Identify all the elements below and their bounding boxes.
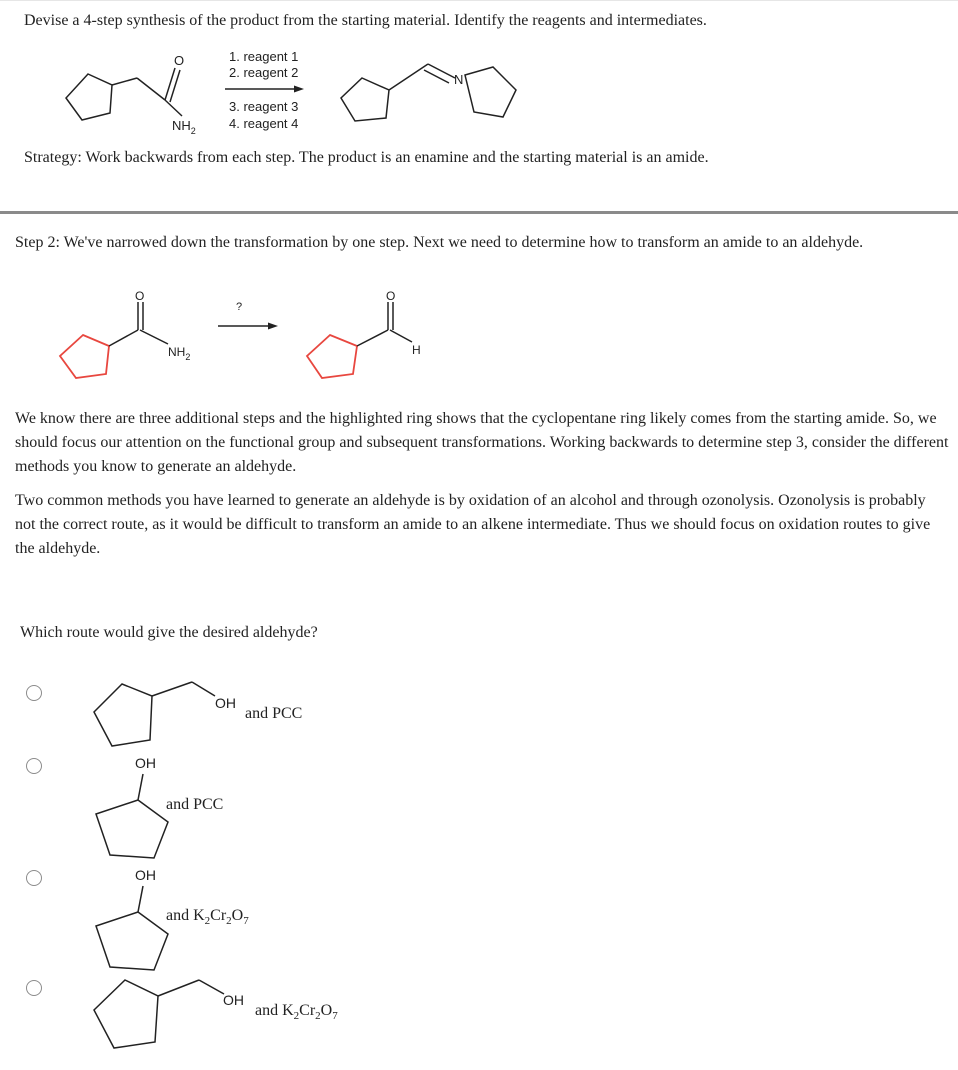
arrow-head: [294, 86, 304, 93]
reagent-4: 4. reagent 4: [229, 116, 299, 131]
atom-n: N: [454, 72, 464, 87]
double-bond: [428, 64, 455, 78]
bond: [158, 980, 199, 996]
pyrrolidine-ring: [465, 67, 516, 117]
atom-oh: OH: [215, 695, 236, 711]
atom-oh: OH: [135, 755, 156, 771]
bond: [390, 330, 412, 342]
option-4-reagent: and $K_2Cr_2O_7$: [255, 1002, 338, 1023]
option-1-reagent: and PCC: [245, 705, 303, 722]
option-4-radio[interactable]: [26, 980, 42, 996]
atom-oh: OH: [223, 992, 244, 1008]
highlighted-cyclopentane-ring: [60, 335, 109, 378]
highlighted-cyclopentane-ring: [307, 335, 357, 378]
atom-nh2: $NH_2$: [172, 118, 196, 136]
bond: [389, 64, 428, 90]
atom-o: O: [135, 289, 145, 303]
option-2-radio[interactable]: [26, 758, 42, 774]
step2-intro: Step 2: We've narrowed down the transformation by one step. Next we need to determine how to transform an amide to an aldehyde.: [15, 234, 864, 251]
atom-o: O: [386, 289, 396, 303]
atom-oh: OH: [135, 867, 156, 883]
bond: [152, 682, 192, 696]
arrow-head: [268, 323, 278, 330]
atom-o: O: [174, 53, 185, 68]
option-1-radio[interactable]: [26, 685, 42, 701]
reagent-1: 1. reagent 1: [229, 49, 299, 64]
bond: [165, 100, 182, 116]
question-prompt: Which route would give the desired aldehyde?: [20, 624, 318, 641]
carbonyl-bond: [170, 70, 180, 102]
cyclopentane-ring: [341, 78, 389, 121]
bond: [138, 886, 143, 912]
reagent-3: 3. reagent 3: [229, 99, 299, 114]
step2-paragraph-1: We know there are three additional steps and the highlighted ring shows that the cyclopentane ring likely comes from the starting amide. So, we should focus our attention on the functional group and subsequent transformations. Working backwards to determine step 3, consider the different methods you know to generate an aldehyde.: [15, 410, 949, 475]
option-3-reagent: and $K_2Cr_2O_7$: [166, 907, 249, 928]
option-3-structure: [80, 862, 180, 977]
cyclopentane-ring: [66, 74, 112, 120]
synthesis-scheme: [0, 40, 560, 145]
option-2-structure: [80, 750, 180, 865]
reagent-2: 2. reagent 2: [229, 65, 299, 80]
bond: [357, 330, 388, 346]
double-bond: [424, 70, 449, 83]
question-mark: ?: [236, 301, 243, 313]
carbonyl-bond: [165, 68, 175, 100]
bond: [140, 330, 168, 344]
cyclopentane-ring: [96, 800, 168, 858]
option-2-reagent: and PCC: [166, 796, 224, 813]
option-3-radio[interactable]: [26, 870, 42, 886]
cyclopentane-ring: [94, 980, 158, 1048]
bond: [138, 774, 143, 800]
option-4-structure: [80, 970, 255, 1055]
option-1-structure: [80, 672, 250, 752]
cyclopentane-ring: [96, 912, 168, 970]
bond: [112, 78, 137, 85]
section-divider: [0, 211, 958, 214]
amide-to-aldehyde-scheme: [0, 288, 450, 398]
bond: [199, 980, 224, 994]
atom-h: H: [412, 343, 421, 357]
bond: [109, 330, 138, 346]
cyclopentane-ring: [94, 684, 152, 746]
strategy-text: Strategy: Work backwards from each step. The product is an enamine and the starting material is an amide.: [24, 149, 709, 166]
bond: [192, 682, 215, 696]
top-border: [0, 0, 958, 1]
step2-paragraph-2: Two common methods you have learned to generate an aldehyde is by oxidation of an alcohol and through ozonolysis. Ozonolysis is probably not the correct route, as it would be difficult to transform an amide to an alkene intermediate. Thus we should focus on oxidation routes to give the aldehyde.: [15, 492, 931, 557]
bond: [137, 78, 165, 100]
atom-nh2: $NH_2$: [168, 345, 191, 362]
question-title: Devise a 4-step synthesis of the product from the starting material. Identify the reagents and intermediates.: [24, 12, 707, 29]
